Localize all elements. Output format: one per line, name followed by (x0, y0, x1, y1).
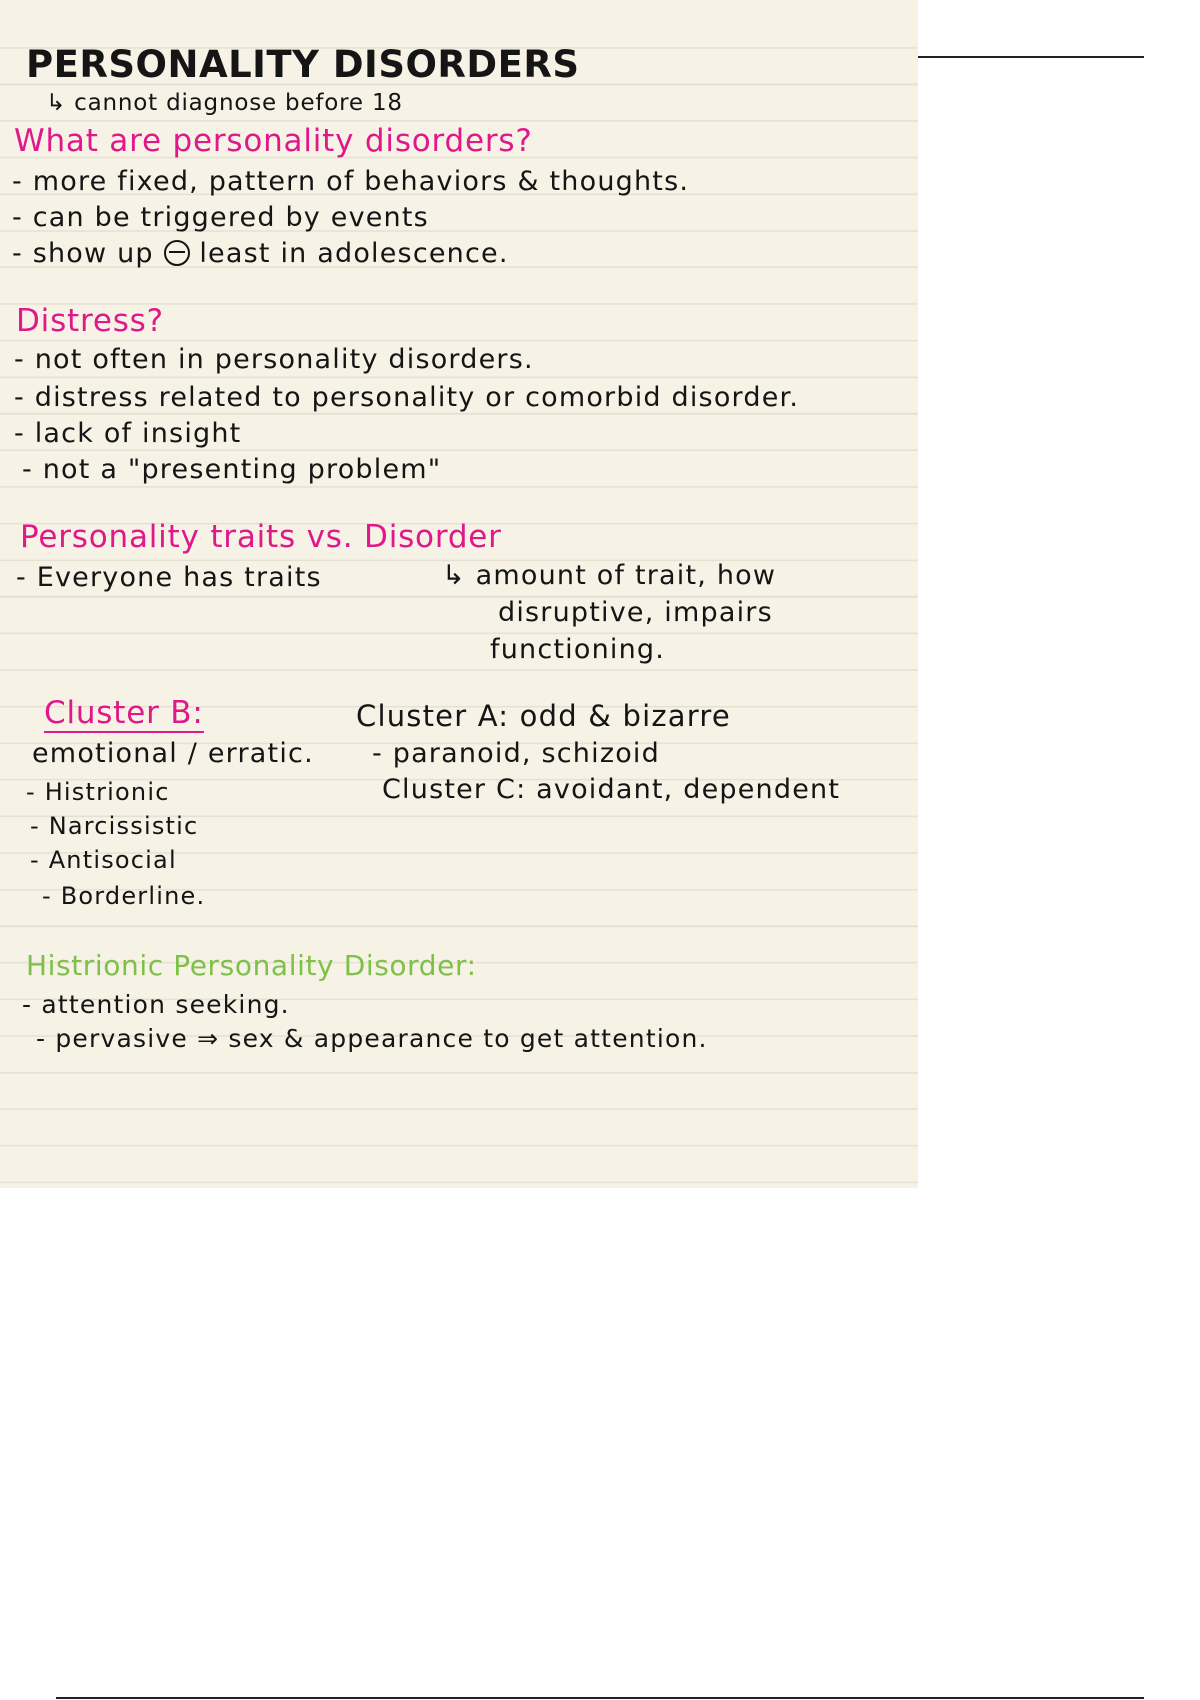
cluster-b-item-borderline: - Borderline. (42, 882, 206, 910)
cluster-b-item-antisocial: - Antisocial (30, 846, 177, 874)
traits-side-note (442, 562, 776, 673)
bullet-adolescence-start: - show up (12, 238, 154, 269)
bullet-triggered: - can be triggered by events (12, 202, 429, 233)
diagnosis-age-note: ↳ cannot diagnose before 18 (46, 90, 403, 116)
page-title: PERSONALITY DISORDERS (26, 43, 580, 86)
section-heading-what: What are personality disorders? (14, 123, 533, 159)
bullet-presenting-problem: - not a "presenting problem" (22, 454, 442, 485)
traits-note-line-3: functioning. (490, 634, 666, 665)
bullet-lack-insight: - lack of insight (14, 418, 242, 449)
traits-note-line-2: disruptive, impairs (498, 597, 773, 628)
cluster-a-items: - paranoid, schizoid (372, 738, 660, 769)
footer-rule (56, 1697, 1144, 1699)
bullet-fixed-pattern: - more fixed, pattern of behaviors & thoughts. (12, 166, 690, 197)
at-symbol-icon (164, 240, 190, 266)
bullet-adolescence (12, 240, 509, 268)
section-heading-traits: Personality traits vs. Disorder (20, 519, 502, 555)
cluster-b-item-narcissistic: - Narcissistic (30, 812, 199, 840)
bullet-pervasive: - pervasive ⇒ sex & appearance to get attention. (36, 1024, 708, 1053)
bullet-attention-seeking: - attention seeking. (22, 990, 290, 1019)
bullet-adolescence-end: least in adolescence. (199, 238, 509, 269)
header-rule (918, 56, 1144, 58)
bullet-distress-related: - distress related to personality or comorbid disorder. (14, 382, 800, 413)
cluster-c-line: Cluster C: avoidant, dependent (382, 774, 841, 805)
cluster-b-item-histrionic: - Histrionic (26, 778, 170, 806)
cluster-a-heading: Cluster A: odd & bizarre (356, 699, 731, 733)
traits-note-line-1: ↳ amount of trait, how (442, 560, 777, 591)
bullet-not-often: - not often in personality disorders. (14, 344, 534, 375)
section-heading-cluster-b: Cluster B: (44, 695, 204, 731)
section-heading-distress: Distress? (16, 303, 164, 339)
bullet-everyone-traits: - Everyone has traits (16, 562, 322, 593)
section-heading-histrionic: Histrionic Personality Disorder: (26, 949, 477, 982)
cluster-b-subtitle: emotional / erratic. (32, 738, 314, 769)
